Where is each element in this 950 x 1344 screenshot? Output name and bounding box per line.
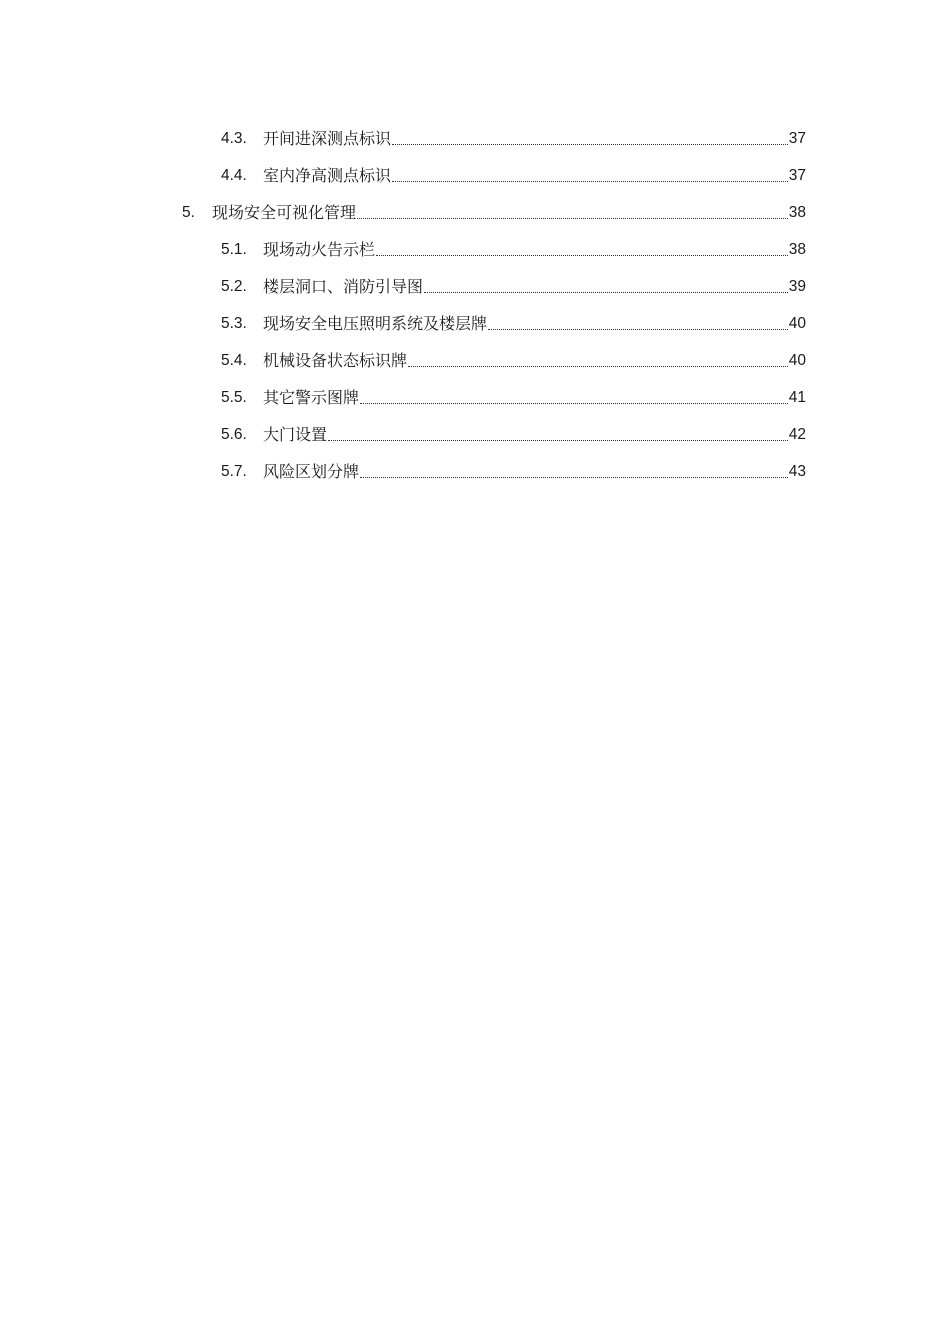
toc-entry-number: 5.1. [221, 241, 247, 258]
toc-entry-title: 现场安全可视化管理 [212, 203, 357, 222]
toc-dot-leader [424, 291, 788, 293]
toc-dot-leader [360, 476, 788, 478]
toc-entry-title: 现场安全电压照明系统及楼层牌 [263, 314, 488, 333]
toc-entry-title: 风险区划分牌 [263, 462, 360, 481]
toc-entry-number: 5.4. [221, 352, 247, 369]
toc-entry-number: 5.7. [221, 463, 247, 480]
toc-entry-page: 37 [788, 167, 806, 184]
toc-entry-title: 现场动火告示栏 [263, 240, 376, 259]
toc-entry-5-3[interactable] [221, 304, 806, 334]
toc-entry-4-3[interactable] [221, 119, 806, 149]
toc-dot-leader [408, 365, 788, 367]
toc-entry-title: 大门设置 [263, 425, 328, 444]
toc-entry-title: 开间进深测点标识 [263, 129, 392, 148]
toc-entry-page: 40 [788, 352, 806, 369]
toc-dot-leader [357, 217, 788, 219]
toc-dot-leader [360, 402, 788, 404]
toc-dot-leader [392, 143, 788, 145]
toc-entry-5-1[interactable] [221, 230, 806, 260]
toc-entry-number: 5.6. [221, 426, 247, 443]
toc-entry-page: 40 [788, 315, 806, 332]
toc-dot-leader [488, 328, 788, 330]
toc-entry-title: 机械设备状态标识牌 [263, 351, 408, 370]
toc-entry-number: 4.4. [221, 167, 247, 184]
toc-entry-page: 38 [788, 241, 806, 258]
toc-entry-4-4[interactable] [221, 156, 806, 186]
toc-entry-number: 4.3. [221, 130, 247, 147]
toc-entry-title: 其它警示图牌 [263, 388, 360, 407]
toc-entry-5-7[interactable] [221, 452, 806, 482]
toc-dot-leader [392, 180, 788, 182]
toc-entry-page: 41 [788, 389, 806, 406]
toc-dot-leader [328, 439, 788, 441]
toc-entry-title: 室内净高测点标识 [263, 166, 392, 185]
toc-entry-number: 5. [182, 204, 195, 221]
toc-entry-number: 5.5. [221, 389, 247, 406]
toc-entry-5[interactable] [182, 193, 806, 223]
toc-entry-number: 5.2. [221, 278, 247, 295]
toc-entry-5-2[interactable] [221, 267, 806, 297]
toc-entry-page: 38 [788, 204, 806, 221]
toc-entry-page: 43 [788, 463, 806, 480]
toc-entry-page: 39 [788, 278, 806, 295]
toc-entry-page: 37 [788, 130, 806, 147]
toc-dot-leader [376, 254, 788, 256]
toc-entry-title: 楼层洞口、消防引导图 [263, 277, 424, 296]
toc-entry-number: 5.3. [221, 315, 247, 332]
toc-entry-5-6[interactable] [221, 415, 806, 445]
toc-entry-page: 42 [788, 426, 806, 443]
toc-entry-5-4[interactable] [221, 341, 806, 371]
toc-entry-5-5[interactable] [221, 378, 806, 408]
